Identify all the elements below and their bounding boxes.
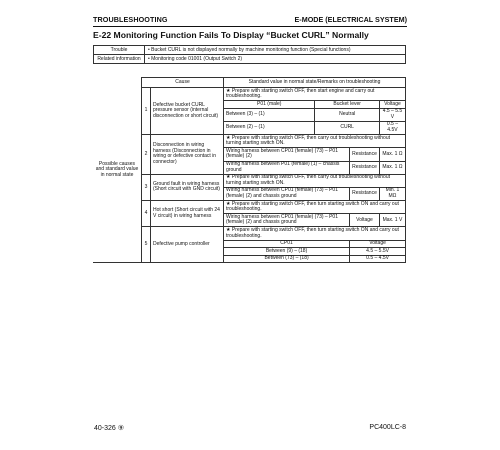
cause-text: Hot short (Short circuit with 24 V circuit) in wiring harness bbox=[151, 201, 224, 227]
measure-point: Between (9) – (18) bbox=[224, 248, 350, 256]
cause-text: Defective bucket CURL pressure sensor (internal disconnection or short circuit) bbox=[151, 88, 224, 135]
value-header: CP01 bbox=[224, 240, 350, 248]
cause-text: Defective pump controller bbox=[151, 227, 224, 263]
value-header: Bucket lever bbox=[315, 101, 379, 109]
standard-value: Max. 1 Ω bbox=[379, 161, 405, 174]
section-label: TROUBLESHOOTING bbox=[93, 15, 168, 24]
causes-side-label: Possible causes and standard value in normal state bbox=[93, 78, 142, 263]
standard-value: 4.5 – 5.5 V bbox=[379, 108, 405, 121]
procedure-note: ★ Prepare with starting switch OFF, then turn starting switch ON and carry out troubleshooting. bbox=[224, 227, 406, 240]
related-label: Related information bbox=[94, 55, 145, 64]
standard-value: 0.5 – 4.5V bbox=[350, 255, 406, 263]
procedure-note: ★ Prepare with starting switch OFF, then carry out troubleshooting without turning starting switch ON. bbox=[224, 174, 406, 187]
condition: Resistance bbox=[350, 161, 380, 174]
procedure-note: ★ Prepare with starting switch OFF, then start engine and carry out troubleshooting. bbox=[224, 88, 406, 101]
standard-value: Min. 1 MΩ bbox=[379, 187, 405, 200]
cause-number: 2 bbox=[142, 135, 151, 175]
related-text: • Monitoring code 01001 (Output Switch 2) bbox=[145, 55, 406, 64]
cause-column-header: Cause bbox=[142, 78, 224, 88]
standard-value: 0.5 – 4.5V bbox=[379, 121, 405, 134]
page-header bbox=[93, 14, 407, 27]
causes-table bbox=[93, 77, 406, 263]
value-header: Voltage bbox=[379, 101, 405, 109]
procedure-note: ★ Prepare with starting switch OFF, then turn starting switch ON and carry out troubleshooting. bbox=[224, 201, 406, 214]
measure-point: Wiring harness between CP01 (female) (73) – P01 (female) (2) bbox=[224, 148, 350, 161]
measure-point: Between (73) – (18) bbox=[224, 255, 350, 263]
trouble-info-table bbox=[93, 45, 406, 64]
condition: CURL bbox=[315, 121, 379, 134]
page-number: 40-326 ⑨ bbox=[94, 425, 125, 432]
measure-point: Between (3) – (1) bbox=[224, 108, 315, 121]
standard-value: 4.5 – 5.5V bbox=[350, 248, 406, 256]
value-header: P01 (male) bbox=[224, 101, 315, 109]
standard-value: Max. 1 Ω bbox=[379, 148, 405, 161]
standard-value: Max. 1 V bbox=[379, 214, 405, 227]
cause-text: Ground fault in wiring harness (Short circuit with GND circuit) bbox=[151, 174, 224, 200]
condition: Resistance bbox=[350, 148, 380, 161]
page-title: E-22 Monitoring Function Fails To Display “Bucket CURL” Normally bbox=[93, 30, 369, 40]
measure-point: Between (2) – (1) bbox=[224, 121, 315, 134]
condition: Neutral bbox=[315, 108, 379, 121]
causes-header-row bbox=[93, 78, 406, 88]
trouble-row bbox=[94, 46, 406, 55]
related-row bbox=[94, 55, 406, 64]
trouble-text: • Bucket CURL is not displayed normally by machine monitoring function (Special functions) bbox=[145, 46, 406, 55]
condition: Voltage bbox=[350, 214, 380, 227]
value-header: Voltage bbox=[350, 240, 406, 248]
cause-number: 3 bbox=[142, 174, 151, 200]
standard-column-header: Standard value in normal state/Remarks on troubleshooting bbox=[224, 78, 406, 88]
cause-number: 1 bbox=[142, 88, 151, 135]
cause-text: Disconnection in wiring harness (Disconnection in wiring or defective contact in connector) bbox=[151, 135, 224, 175]
model-name: PC400LC-8 bbox=[369, 424, 406, 431]
trouble-label: Trouble bbox=[94, 46, 145, 55]
measure-point: Wiring harness between P01 (female) (1) – chassis ground bbox=[224, 161, 350, 174]
measure-point: Wiring harness between CP01 (female) (73) – P01 (female) (2) and chassis ground bbox=[224, 214, 350, 227]
procedure-note: ★ Prepare with starting switch OFF, then carry out troubleshooting without turning starting switch ON. bbox=[224, 135, 406, 148]
cause-number: 5 bbox=[142, 227, 151, 263]
cause-number: 4 bbox=[142, 201, 151, 227]
condition: Resistance bbox=[350, 187, 380, 200]
measure-point: Wiring harness between CP01 (female) (73) – P01 (female) (2) and chassis ground bbox=[224, 187, 350, 200]
chapter-label: E-MODE (ELECTRICAL SYSTEM) bbox=[294, 15, 407, 24]
